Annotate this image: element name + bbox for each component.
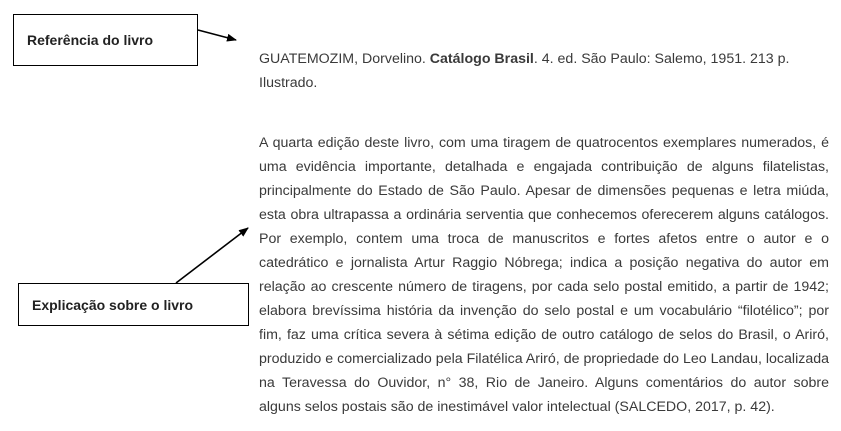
book-reference	[259, 47, 831, 95]
reference-details: . 4. ed. São Paulo: Salemo, 1951. 213 p. Ilustrado.	[259, 51, 790, 91]
explanation-paragraph: A quarta edição deste livro, com uma tiragem de quatrocentos exemplares numerados, é uma evidência importante, detalhada e engajada contribuição de alguns filatelistas, principalmente do Estado de São Paulo. Apesar de dimensões pequenas e letra miúda, esta obra ultrapassa a ordinária serventia que conhecemos oferecerem alguns catálogos. Por exemplo, contem uma troca de manuscritos e fortes afetos entre o autor e o catedrático e jornalista Artur Raggio Nóbrega; indica a posição negativa do autor em relação ao crescente número de tiragens, por cada selo postal emitido, a partir de 1942; elabora brevíssima história da invenção do selo postal e um vocabulário “filotélico”; por fim, faz uma crítica severa à sétima edição de outro catálogo de selos do Brasil, o Ariró, produzido e comercializado pela Filatélica Ariró, de propriedade do Leo Landau, localizada na Teravessa do Ouvidor, n° 38, Rio de Janeiro. Alguns comentários do autor sobre alguns selos postais são de inestimável valor intelectual (SALCEDO, 2017, p. 42).	[259, 135, 829, 415]
book-explanation	[259, 131, 829, 419]
explanation-label: Explicação sobre o livro	[32, 296, 194, 313]
reference-author: GUATEMOZIM, Dorvelino.	[259, 51, 430, 67]
reference-label: Referência do livro	[27, 32, 154, 48]
reference-title: Catálogo Brasil	[429, 51, 534, 67]
reference-arrow	[198, 30, 236, 40]
explanation-arrow	[176, 228, 248, 283]
